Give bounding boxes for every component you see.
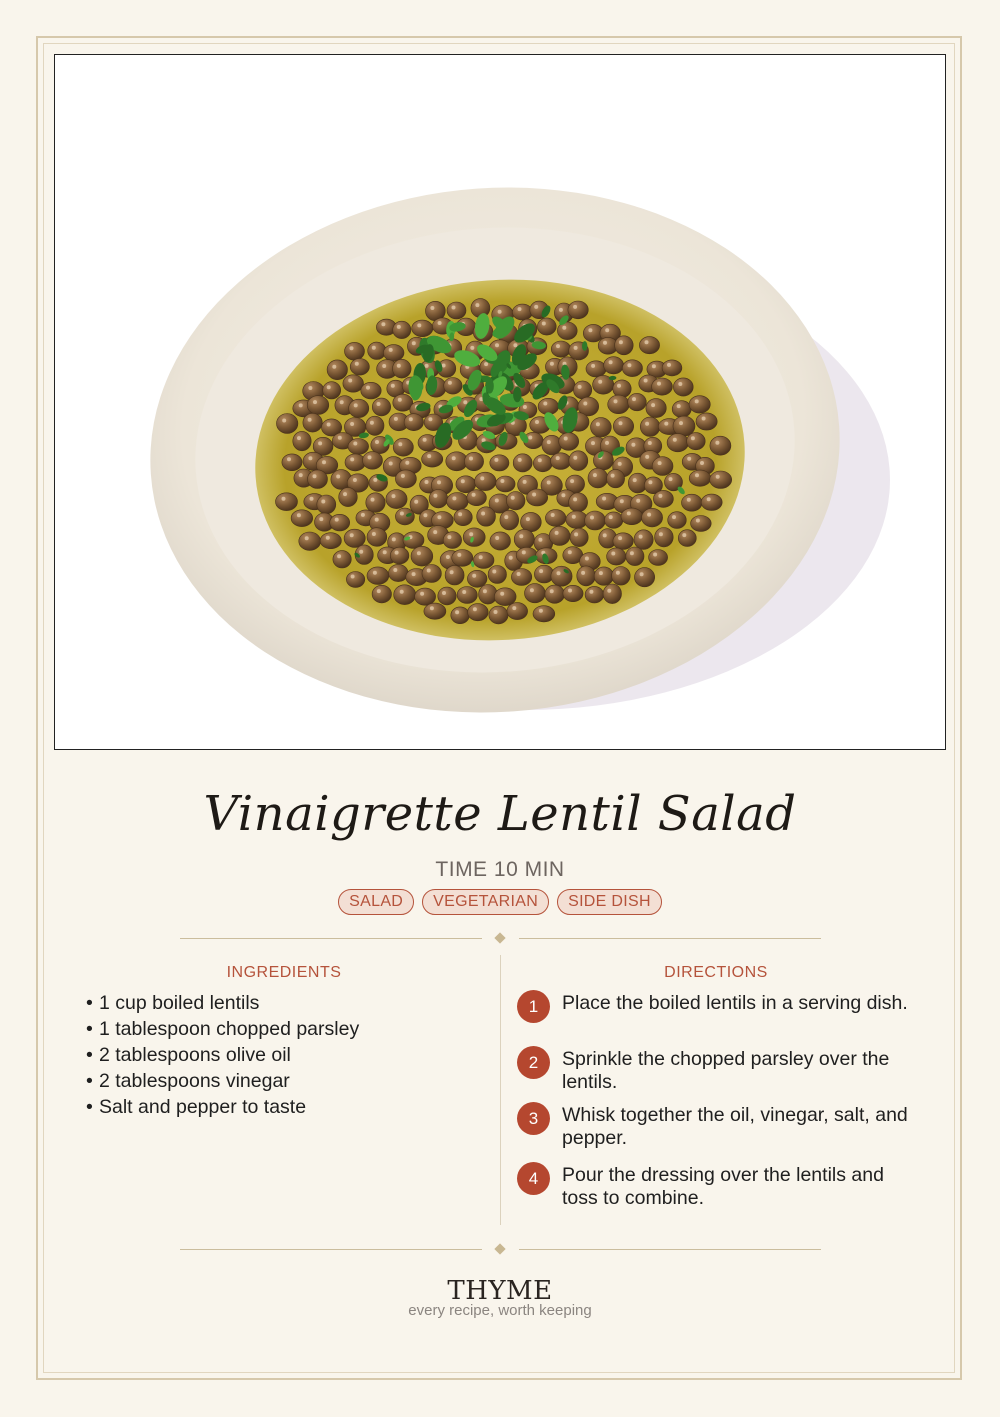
step-text: Place the boiled lentils in a serving dish.: [562, 992, 908, 1014]
list-item: • 1 tablespoon chopped parsley: [86, 1018, 360, 1040]
ingredient-text: 2 tablespoons olive oil: [99, 1044, 291, 1066]
brand-name: THYME: [447, 1276, 553, 1306]
step-text: Sprinkle the chopped parsley over the lentils.: [562, 1048, 890, 1093]
recipe-photo: [54, 54, 946, 750]
brand-tagline: every recipe, worth keeping: [408, 1302, 592, 1319]
step-number-badge: 4: [517, 1162, 550, 1195]
step-number-badge: 2: [517, 1046, 550, 1079]
list-item: • Salt and pepper to taste: [86, 1096, 307, 1118]
directions-heading: DIRECTIONS: [664, 964, 768, 981]
diamond-ornament: [494, 932, 505, 943]
recipe-title: Vinaigrette Lentil Salad: [203, 786, 797, 842]
step-number-badge: 1: [517, 990, 550, 1023]
recipe-tags: [0, 889, 1000, 915]
ingredient-text: 1 tablespoon chopped parsley: [99, 1018, 360, 1040]
column-divider: [500, 955, 501, 1225]
recipe-time: TIME 10 MIN: [435, 858, 565, 881]
ingredients-heading: INGREDIENTS: [226, 964, 342, 981]
tag-side-dish[interactable]: SIDE DISH: [557, 889, 662, 915]
tag-salad[interactable]: SALAD: [338, 889, 414, 915]
top-divider: [180, 933, 821, 945]
diamond-ornament: [494, 1243, 505, 1254]
tag-vegetarian[interactable]: VEGETARIAN: [422, 889, 549, 915]
bottom-divider: [180, 1244, 821, 1256]
list-item: • 2 tablespoons olive oil: [86, 1044, 291, 1066]
ingredient-text: 2 tablespoons vinegar: [99, 1070, 290, 1092]
lentil-bowl-illustration: [55, 55, 945, 749]
list-item: • 1 cup boiled lentils: [86, 992, 260, 1014]
ingredient-text: Salt and pepper to taste: [99, 1096, 307, 1118]
step-text: Pour the dressing over the lentils and toss to combine.: [562, 1164, 884, 1209]
step-number-badge: 3: [517, 1102, 550, 1135]
ingredient-text: 1 cup boiled lentils: [99, 992, 260, 1014]
step-text: Whisk together the oil, vinegar, salt, and pepper.: [562, 1104, 908, 1149]
list-item: • 2 tablespoons vinegar: [86, 1070, 290, 1092]
ingredients-list: [86, 990, 486, 1120]
